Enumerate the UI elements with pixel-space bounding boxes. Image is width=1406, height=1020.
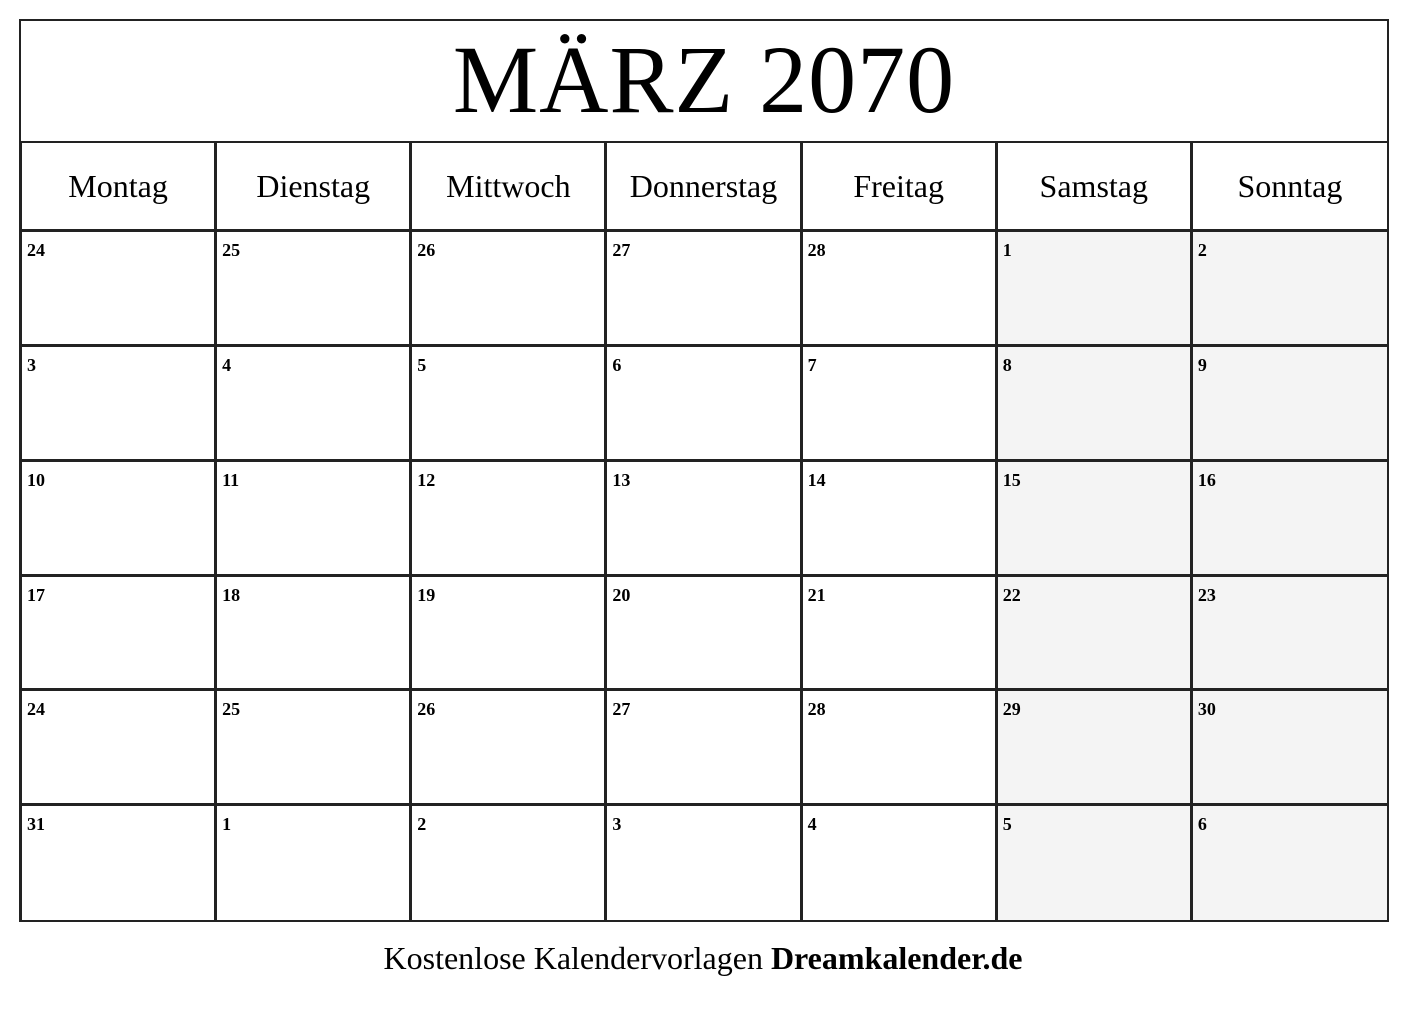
day-cell	[411, 576, 606, 691]
day-number: 3	[612, 814, 622, 835]
day-number: 4	[807, 814, 817, 835]
day-cell	[997, 461, 1192, 576]
day-cell	[21, 805, 216, 920]
day-number: 8	[1002, 354, 1012, 375]
day-cell	[802, 576, 997, 691]
day-number: 26	[417, 240, 436, 260]
weekday-header-sonntag: Sonntag	[1192, 143, 1387, 231]
day-cell	[606, 805, 801, 920]
day-cell	[606, 461, 801, 576]
day-number: 25	[222, 699, 241, 720]
footer	[0, 936, 1406, 980]
day-number: 6	[1197, 814, 1207, 835]
day-number: 22	[1002, 584, 1021, 605]
day-cell	[21, 231, 216, 346]
day-cell	[997, 346, 1192, 461]
day-cell	[802, 346, 997, 461]
day-number: 2	[417, 814, 427, 835]
day-number: 15	[1002, 469, 1021, 490]
day-cell	[802, 461, 997, 576]
day-number: 14	[807, 469, 826, 490]
weekday-header-samstag: Samstag	[997, 143, 1192, 231]
calendar-title: MÄRZ 2070	[452, 26, 956, 133]
day-number: 2	[1197, 240, 1207, 260]
day-cell	[606, 346, 801, 461]
day-cell	[216, 805, 411, 920]
day-number: 20	[612, 584, 631, 605]
day-cell	[21, 346, 216, 461]
day-cell	[997, 576, 1192, 691]
day-cell	[411, 690, 606, 805]
day-number: 1	[1002, 240, 1012, 260]
day-number: 12	[417, 469, 436, 490]
footer-text: Kostenlose Kalendervorlagen	[383, 940, 771, 976]
weekday-header-dienstag: Dienstag	[216, 143, 411, 231]
day-number: 10	[27, 469, 45, 490]
day-cell	[21, 461, 216, 576]
day-number: 13	[612, 469, 631, 490]
day-number: 27	[612, 240, 631, 260]
day-number: 4	[222, 354, 232, 375]
day-cell	[1192, 690, 1387, 805]
day-cell	[21, 576, 216, 691]
day-number: 29	[1002, 699, 1021, 720]
title-row	[21, 21, 1387, 143]
weekday-header-mittwoch: Mittwoch	[411, 143, 606, 231]
day-cell	[802, 805, 997, 920]
calendar	[19, 19, 1389, 922]
day-cell	[1192, 805, 1387, 920]
day-number: 19	[417, 584, 436, 605]
day-number: 24	[27, 240, 45, 260]
day-number: 6	[612, 354, 622, 375]
day-number: 23	[1197, 584, 1216, 605]
day-cell	[1192, 346, 1387, 461]
day-number: 17	[27, 584, 45, 605]
day-number: 11	[222, 469, 240, 490]
day-number: 9	[1197, 354, 1207, 375]
day-cell	[1192, 461, 1387, 576]
calendar-grid	[21, 143, 1387, 920]
day-cell	[1192, 231, 1387, 346]
day-cell	[802, 690, 997, 805]
day-number: 7	[807, 354, 817, 375]
day-cell	[411, 231, 606, 346]
day-cell	[411, 805, 606, 920]
weekday-header-montag: Montag	[21, 143, 216, 231]
day-cell	[411, 346, 606, 461]
day-number: 18	[222, 584, 241, 605]
day-number: 28	[807, 240, 826, 260]
day-cell	[216, 346, 411, 461]
day-number: 16	[1197, 469, 1216, 490]
day-cell	[997, 805, 1192, 920]
weekday-header-freitag: Freitag	[802, 143, 997, 231]
day-number: 24	[27, 699, 45, 720]
day-cell	[21, 690, 216, 805]
day-cell	[411, 461, 606, 576]
day-cell	[606, 231, 801, 346]
day-cell	[216, 461, 411, 576]
footer-brand: Dreamkalender.de	[770, 940, 1023, 976]
day-cell	[216, 576, 411, 691]
day-cell	[1192, 576, 1387, 691]
day-cell	[606, 576, 801, 691]
day-cell	[997, 690, 1192, 805]
day-number: 25	[222, 240, 241, 260]
day-number: 30	[1197, 699, 1216, 720]
day-cell	[216, 231, 411, 346]
weekday-header-donnerstag: Donnerstag	[606, 143, 801, 231]
day-cell	[216, 690, 411, 805]
day-number: 27	[612, 699, 631, 720]
day-number: 28	[807, 699, 826, 720]
day-number: 5	[1002, 814, 1012, 835]
day-cell	[606, 690, 801, 805]
day-number: 31	[27, 814, 45, 835]
day-number: 1	[222, 814, 232, 835]
day-number: 5	[417, 354, 427, 375]
day-number: 3	[27, 354, 36, 375]
day-cell	[802, 231, 997, 346]
day-cell	[997, 231, 1192, 346]
day-number: 26	[417, 699, 436, 720]
day-number: 21	[807, 584, 826, 605]
